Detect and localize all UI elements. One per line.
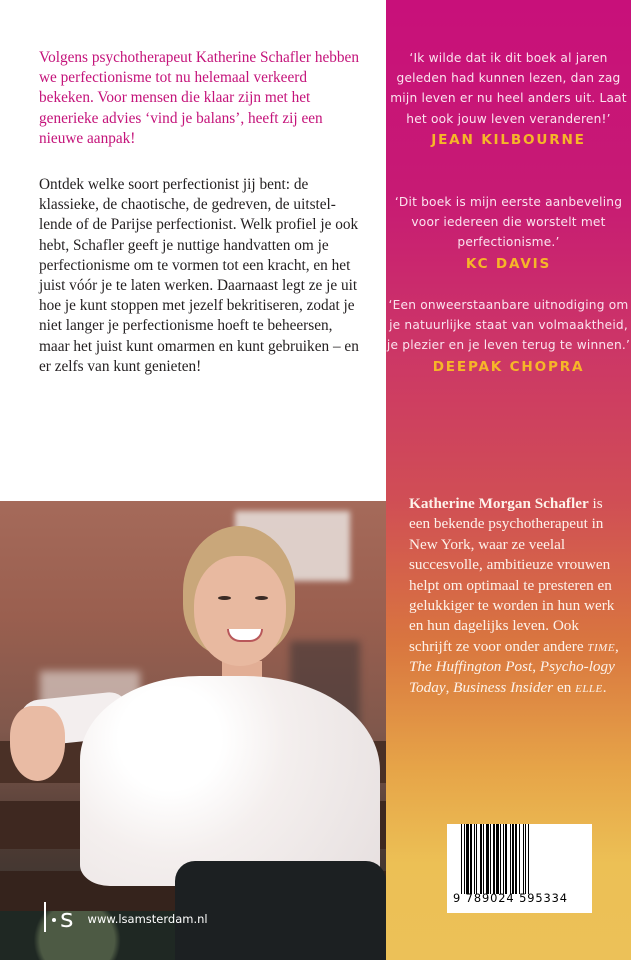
publication-huffpost: The Huffington Post — [409, 658, 533, 676]
endorsement-panel — [386, 0, 631, 960]
intro-paragraph: Volgens psychotherapeut Katherine Schafler hebben we perfectionisme tot nu helemaal verkeerd bekeken. Voor mensen die klaar zijn met het generieke advies ‘vind je balans’, heeft zij een nieuwe aanpak! — [39, 49, 359, 147]
publication-elle: elle — [575, 678, 603, 696]
author-face — [194, 556, 286, 666]
barcode-icon — [461, 824, 577, 894]
publication-business-insider: Business Insider — [453, 678, 554, 696]
bio-separator: , — [445, 678, 454, 696]
author-hand — [10, 706, 65, 781]
logo-letter: s — [60, 904, 74, 934]
publisher-url[interactable]: www.lsamsterdam.nl — [87, 912, 208, 926]
endorsement-quote — [386, 48, 631, 150]
quote-author: JEAN KILBOURNE — [431, 131, 586, 148]
author-eye-left — [218, 596, 231, 600]
isbn-barcode — [447, 824, 592, 913]
logo-dot — [52, 918, 56, 922]
quote-text: ‘Ik wilde dat ik dit boek al jaren geleden had kunnen lezen, dan zag mijn leven er nu heel anders uit. Laat het ook jouw leven veranderen!’ — [390, 51, 627, 126]
back-cover-text-panel — [0, 0, 386, 501]
isbn-number: 9 789024 595334 — [453, 891, 568, 905]
bio-text: is een bekende psychotherapeut in New York, waar ze veelal succesvolle, ambitieuze vrouwen helpt om optimaal te presteren en gelukkiger te worden in hun werk en hun dagelijks leven. Ook schrijft ze voor onder andere — [409, 495, 615, 655]
endorsement-quote — [386, 192, 631, 274]
author-name: Katherine Morgan Schafler — [409, 495, 589, 512]
publication-time: time — [587, 637, 616, 655]
logo-bar — [44, 902, 46, 932]
bio-end: . — [602, 678, 607, 696]
author-blouse — [80, 676, 380, 886]
description-paragraph: Ontdek welke soort perfectionist jij bent: de klassieke, de chaotische, de gedreven, de uitstel-lende of de Parijse perfectionist. Welk profiel je ook hebt, Schafler geeft je nuttige handvatten om je perfectionisme om te vormen tot een kracht, en het juist vóór je te laten werken. Daarnaast legt ze je uit hoe je kunt stoppen met jezelf bekritiseren, zodat je niet langer je perfectionisme hoeft te beheersen, maar het juist kunt omarmen en kunt gebruiken – en er zelfs van kunt genieten! — [39, 176, 359, 375]
publication-psychology-today: Psycho-logy Today — [409, 658, 615, 696]
endorsement-quote — [386, 295, 631, 377]
publisher-logo-icon — [44, 902, 74, 932]
quote-text: ‘Dit boek is mijn eerste aanbeveling voor iedereen die worstelt met perfectionisme.’ — [394, 195, 623, 250]
quote-text: ‘Een onweerstaanbare uitnodiging om je natuurlijke staat van volmaaktheid, je plezier en je leven terug te winnen.’ — [386, 298, 631, 353]
quote-author: KC DAVIS — [465, 255, 552, 272]
author-bio — [409, 494, 619, 698]
author-photo — [0, 501, 386, 960]
bio-separator: , — [532, 658, 540, 676]
bio-separator: , — [615, 637, 619, 655]
quote-author: DEEPAK CHOPRA — [432, 358, 585, 375]
publisher-footer — [44, 902, 208, 932]
bio-text: en — [553, 678, 576, 696]
author-eye-right — [255, 596, 268, 600]
